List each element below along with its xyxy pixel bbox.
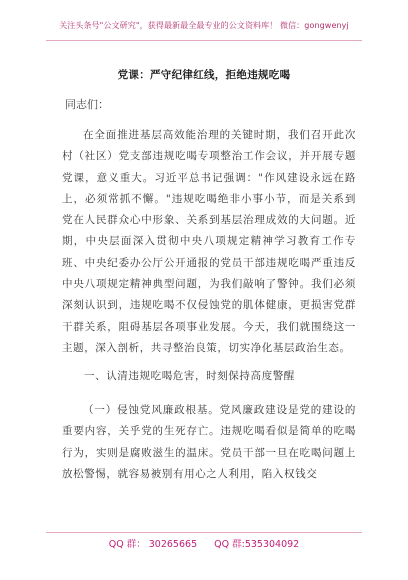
body-paragraph-2: （一）侵蚀党风廉政根基。党风廉政建设是党的建设的重要内容，关乎党的生死存亡。违规吃喝看似是简单的吃喝行为，实则是腐败滋生的温床。党员干部一旦在吃喝问题上放松警惕，就容易被别有用心之人利用，陷入权钱交 (62, 404, 356, 480)
section-heading-1: 一、认清违规吃喝危害，时刻保持高度警醒 (84, 370, 295, 382)
header-promo-text: 关注头条号"公文研究"，获得最新最全最专业的公文资料库！ 微信：gongwenyj (59, 21, 349, 30)
footer-divider (46, 532, 362, 533)
footer-qq-group-2: QQ 群:535304092 (214, 539, 300, 550)
document-title: 党课：严守纪律红线，拒绝违规吃喝 (117, 69, 291, 81)
footer-qq-group-1: QQ 群： 30265665 (108, 539, 198, 550)
salutation: 同志们： (65, 98, 109, 111)
header-divider (46, 40, 362, 41)
body-paragraph-1: 在全面推进基层高效能治理的关键时期，我们召开此次村（社区）党支部违规吃喝专项整治工作会议，并开展专题党课，意义重大。习近平总书记强调："作风建设永远在路上，必须常抓不懈。"违规吃喝绝非小事小节，而是关系到党在人民群众心中形象、关系到基层治理成效的大问题。近期，中央层面深入贯彻中央八项规定精神学习教育工作专班、中央纪委办公厅公开通报的党员干部违规吃喝严重违反中央八项规定精神典型问题，为我们敲响了警钟。我们必须深刻认识到，违规吃喝不仅侵蚀党的肌体健康，更损害党群干群关系，阻碍基层各项事业发展。今天，我们就围绕这一主题，深入剖析，共寻整治良策，切实净化基层政治生态。 (62, 129, 356, 354)
footer-contact (0, 536, 408, 550)
